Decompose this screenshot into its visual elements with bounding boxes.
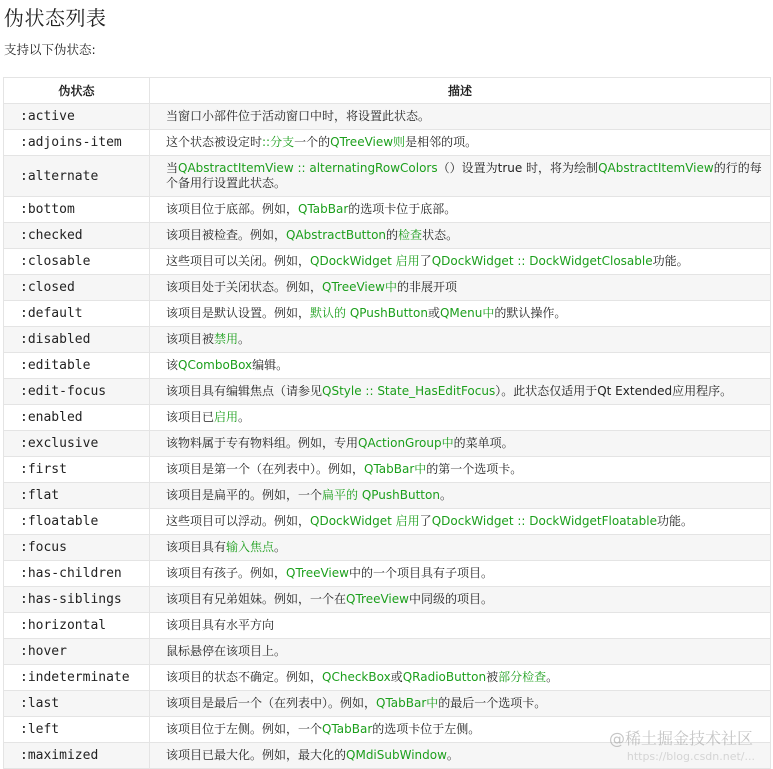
description-text: 中的一个项目具有子项目。: [348, 566, 493, 580]
table-row: [4, 197, 771, 223]
table-row: [4, 561, 771, 587]
doc-link[interactable]: ::分支: [262, 135, 295, 149]
description-text: 当: [166, 161, 179, 175]
pseudo-state-description: [150, 457, 771, 483]
table-row: [4, 156, 771, 197]
doc-link[interactable]: QComboBox: [178, 358, 253, 372]
pseudo-state-description: [150, 130, 771, 156]
table-row: [4, 104, 771, 130]
pseudo-state-name: :closable: [4, 249, 150, 275]
pseudo-state-name: :editable: [4, 353, 150, 379]
pseudo-state-name: :enabled: [4, 405, 150, 431]
description-text: 该项目已: [166, 410, 215, 424]
pseudo-state-description: [150, 613, 771, 639]
pseudo-state-name: :last: [4, 691, 150, 717]
description-text: 该项目具有水平方向: [166, 618, 275, 632]
watermark: @稀土掘金技术社区: [608, 729, 753, 748]
pseudo-state-name: :active: [4, 104, 150, 130]
description-text: 的最后一个选项卡。: [438, 696, 547, 710]
doc-link[interactable]: QTreeView: [286, 566, 349, 580]
description-text: 。: [546, 670, 559, 684]
pseudo-state-description: [150, 223, 771, 249]
description-text: 该项目是默认设置。例如，: [166, 306, 311, 320]
description-text: 鼠标悬停在该项目上。: [166, 644, 287, 658]
doc-link[interactable]: QTreeView中: [322, 280, 397, 294]
pseudo-state-name: :has-children: [4, 561, 150, 587]
pseudo-state-description: [150, 509, 771, 535]
pseudo-state-description: [150, 587, 771, 613]
description-text: 状态。: [422, 228, 459, 242]
table-row: [4, 457, 771, 483]
description-text: 功能。: [656, 514, 693, 528]
pseudo-state-name: :adjoins-item: [4, 130, 150, 156]
description-text: 中同级的项目。: [408, 592, 493, 606]
description-text: 该项目被: [166, 332, 215, 346]
description-text: 是相邻的项。: [405, 135, 478, 149]
pseudo-state-description: [150, 691, 771, 717]
description-text: 该项目有兄弟姐妹。例如，一个在: [166, 592, 347, 606]
description-text: 该项目有孩子。例如，: [166, 566, 287, 580]
doc-link[interactable]: 输入焦点: [226, 540, 275, 554]
description-text: 了: [419, 254, 432, 268]
pseudo-state-description: [150, 431, 771, 457]
description-text: 。: [238, 332, 251, 346]
pseudo-state-name: :focus: [4, 535, 150, 561]
description-text: 该项目的状态不确定。例如，: [166, 670, 323, 684]
description-text: 的选项卡位于左侧。: [372, 722, 481, 736]
table-row: [4, 223, 771, 249]
pseudo-state-name: :flat: [4, 483, 150, 509]
pseudo-state-name: :has-siblings: [4, 587, 150, 613]
table-row: [4, 249, 771, 275]
table-row: [4, 665, 771, 691]
description-text: 的行的每个备用行设置此状态。: [166, 161, 762, 190]
description-text: 该项目是最后一个（在列表中）。例如，: [166, 696, 377, 710]
pseudo-state-description: [150, 379, 771, 405]
table-row: [4, 509, 771, 535]
doc-link[interactable]: QTabBar: [298, 202, 349, 216]
table-row: [4, 587, 771, 613]
watermark-url: https://blog.csdn.net/...: [626, 750, 755, 763]
description-text: 当窗口小部件位于活动窗口中时，将设置此状态。: [166, 109, 431, 123]
table-row: [4, 327, 771, 353]
doc-link[interactable]: QTreeView: [346, 592, 409, 606]
doc-link[interactable]: 部分检查: [498, 670, 547, 684]
pseudo-state-name: :disabled: [4, 327, 150, 353]
pseudo-state-description: [150, 639, 771, 665]
doc-link[interactable]: QCheckBox: [322, 670, 391, 684]
description-text: 。: [274, 540, 287, 554]
pseudo-state-name: :floatable: [4, 509, 150, 535]
pseudo-state-name: :bottom: [4, 197, 150, 223]
pseudo-state-name: :edit-focus: [4, 379, 150, 405]
pseudo-state-name: :default: [4, 301, 150, 327]
description-text: 这些项目可以浮动。例如，: [166, 514, 311, 528]
header-description: 描述: [150, 78, 771, 104]
pseudo-state-description: [150, 743, 771, 769]
pseudo-state-description: [150, 665, 771, 691]
doc-link[interactable]: QMenu中: [439, 306, 495, 320]
description-text: 该项目具有: [166, 540, 227, 554]
doc-link[interactable]: 检查: [398, 228, 423, 242]
table-row: [4, 353, 771, 379]
pseudo-states-table-wrapper: [3, 77, 770, 769]
table-body: [4, 104, 771, 769]
pseudo-state-name: :hover: [4, 639, 150, 665]
table-row: [4, 301, 771, 327]
doc-link[interactable]: QDockWidget 启用: [310, 514, 420, 528]
description-text: 的菜单项。: [453, 436, 514, 450]
description-text: 的非展开项: [396, 280, 457, 294]
doc-link[interactable]: 默认的 QPushButton: [310, 306, 428, 320]
description-text: 该项目位于左侧。例如，一个: [166, 722, 323, 736]
doc-link[interactable]: QAbstractItemView: [598, 161, 714, 175]
doc-link[interactable]: QTabBar: [322, 722, 373, 736]
description-text: 该物料属于专有物料组。例如，专用: [166, 436, 359, 450]
pseudo-state-description: [150, 353, 771, 379]
description-text: 该: [166, 358, 179, 372]
doc-link[interactable]: QDockWidget :: DockWidgetClosable: [431, 254, 653, 268]
pseudo-state-description: [150, 197, 771, 223]
table-row: [4, 639, 771, 665]
table-row: [4, 743, 771, 769]
table-header-row: [4, 78, 771, 104]
description-text: 。: [439, 488, 452, 502]
table-row: [4, 691, 771, 717]
description-text: 被: [486, 670, 499, 684]
description-text: 或: [427, 306, 440, 320]
description-text: 的默认操作。: [494, 306, 567, 320]
pseudo-state-description: [150, 104, 771, 130]
description-text: 。: [446, 748, 459, 762]
page-title: 伪状态列表: [4, 6, 107, 30]
pseudo-state-description: [150, 275, 771, 301]
description-text: 这些项目可以关闭。例如，: [166, 254, 311, 268]
description-text: 的第一个选项卡。: [426, 462, 523, 476]
doc-link[interactable]: 禁用: [214, 332, 239, 346]
doc-link[interactable]: 启用: [214, 410, 239, 424]
table-row: [4, 613, 771, 639]
table-row: [4, 431, 771, 457]
description-text: 编辑。: [252, 358, 289, 372]
doc-link[interactable]: QActionGroup中: [358, 436, 454, 450]
doc-link[interactable]: QRadioButton: [402, 670, 487, 684]
doc-link[interactable]: QDockWidget :: DockWidgetFloatable: [431, 514, 657, 528]
doc-link[interactable]: 扁平的 QPushButton: [322, 488, 440, 502]
pseudo-state-name: :first: [4, 457, 150, 483]
table-row: [4, 275, 771, 301]
doc-link[interactable]: QAbstractItemView :: alternatingRowColors: [178, 161, 438, 175]
table-row: [4, 130, 771, 156]
table-row: [4, 717, 771, 743]
intro-text: 支持以下伪状态:: [4, 42, 96, 57]
description-text: 的选项卡位于底部。: [348, 202, 457, 216]
description-text: 了: [419, 514, 432, 528]
doc-link[interactable]: QDockWidget 启用: [310, 254, 420, 268]
pseudo-state-name: :indeterminate: [4, 665, 150, 691]
pseudo-state-description: [150, 561, 771, 587]
description-text: 或: [390, 670, 403, 684]
table-row: [4, 405, 771, 431]
description-text: 功能。: [652, 254, 689, 268]
doc-link[interactable]: QTabBar中: [376, 696, 439, 710]
header-pseudo-state: 伪状态: [4, 78, 150, 104]
doc-link[interactable]: QTreeView则: [330, 135, 406, 149]
pseudo-state-description: [150, 405, 771, 431]
description-text: （）设置为true 时，将为绘制: [437, 161, 599, 175]
pseudo-state-name: :maximized: [4, 743, 150, 769]
description-text: 一个的: [294, 135, 331, 149]
description-text: 该项目是扁平的。例如，一个: [166, 488, 323, 502]
description-text: 该项目被检查。例如，: [166, 228, 287, 242]
pseudo-state-name: :exclusive: [4, 431, 150, 457]
pseudo-state-description: [150, 717, 771, 743]
doc-link[interactable]: QAbstractButton: [286, 228, 387, 242]
pseudo-state-description: [150, 327, 771, 353]
description-text: 该项目处于关闭状态。例如，: [166, 280, 323, 294]
description-text: ）。此状态仅适用于Qt Extended应用程序。: [495, 384, 733, 398]
doc-link[interactable]: QStyle :: State_HasEditFocus: [322, 384, 496, 398]
description-text: 该项目已最大化。例如，最大化的: [166, 748, 347, 762]
pseudo-state-description: [150, 249, 771, 275]
description-text: 这个状态被设定时: [166, 135, 263, 149]
table-row: [4, 379, 771, 405]
pseudo-state-name: :checked: [4, 223, 150, 249]
pseudo-state-name: :horizontal: [4, 613, 150, 639]
table-row: [4, 535, 771, 561]
description-text: 。: [238, 410, 251, 424]
description-text: 该项目是第一个（在列表中）。例如，: [166, 462, 365, 476]
pseudo-state-name: :alternate: [4, 156, 150, 197]
description-text: 该项目位于底部。例如，: [166, 202, 299, 216]
doc-link[interactable]: QMdiSubWindow: [346, 748, 447, 762]
pseudo-state-name: :closed: [4, 275, 150, 301]
pseudo-states-table: [3, 77, 771, 769]
doc-link[interactable]: QTabBar中: [364, 462, 427, 476]
description-text: 的: [386, 228, 399, 242]
pseudo-state-name: :left: [4, 717, 150, 743]
pseudo-state-description: [150, 301, 771, 327]
description-text: 该项目具有编辑焦点（请参见: [166, 384, 323, 398]
pseudo-state-description: [150, 156, 771, 197]
table-row: [4, 483, 771, 509]
pseudo-state-description: [150, 483, 771, 509]
pseudo-state-description: [150, 535, 771, 561]
